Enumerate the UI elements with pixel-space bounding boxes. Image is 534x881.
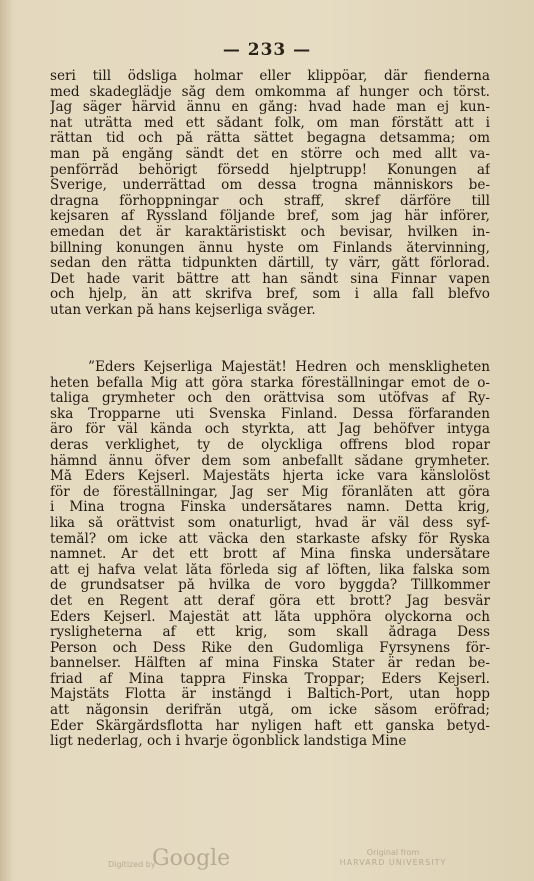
original-from-label: Original from [366, 848, 420, 857]
text-line: för de föreställningar, Jag ser Mig föranlåten att göra [50, 484, 490, 500]
text-line: de grundsatser på hvilka de voro byggda? Tillkommer [50, 578, 490, 594]
text-line: taliga grymheter och den orättvisa som utöfvas af Ry- [50, 391, 490, 407]
text-line: penförråd behörigt försedd hjelptrupp! Konungen af [50, 162, 490, 178]
paragraph-2-letter [50, 360, 490, 750]
text-line: sedan den rätta tidpunkten därtill, ty värr, gått förlorad. [50, 256, 490, 272]
text-line: Majstäts Flotta är instängd i Baltich-Port, utan hopp [50, 687, 490, 703]
paragraph-1 [50, 69, 490, 319]
text-line: ”Eders Kejserliga Majestät! Hedren och menskligheten [88, 360, 490, 375]
text-line: lika så orättvist som onaturligt, hvad är väl dess syf- [50, 515, 490, 531]
text-line: Eder Skärgårdsflotta har nyligen haft ett ganska betyd- [50, 718, 490, 734]
source-attribution [338, 848, 448, 868]
text-line: heten befalla Mig att göra starka föreställningar emot de o- [50, 375, 490, 391]
text-line: utan verkan på hans kejserliga svåger. [50, 302, 316, 318]
text-line: ska Tropparne uti Svenska Finland. Dessa förfaranden [50, 406, 490, 422]
text-line: bannelser. Hälften af mina Finska Stater är redan be- [50, 656, 490, 672]
text-line: Må Eders Kejserl. Majestäts hjerta icke vara känslolöst [50, 469, 490, 485]
text-line: nat uträtta med ett sådant folk, om man förstått att i [50, 115, 490, 131]
text-line: och hjelp, än att skrifva bref, som i alla fall blefvo [50, 287, 490, 303]
page-number: — 233 — [222, 40, 312, 60]
text-line: Det hade varit bättre att han sändt sina Finnar vapen [50, 271, 490, 287]
text-line: rysligheterna af ett krig, som skall ådraga Dess [50, 625, 490, 641]
google-logo: Google [152, 846, 231, 871]
text-line: friad af Mina tappra Finska Troppar; Eders Kejserl. [50, 671, 490, 687]
text-line: deras verklighet, ty de olyckliga offrens blod ropar [50, 437, 490, 453]
text-line: Person och Dess Rike den Gudomliga Fyrsynens för- [50, 640, 490, 656]
text-line: emedan det är karaktäristiskt och bevisar, hvilken in- [50, 224, 490, 240]
text-line: Sverige, underrättad om dessa trogna människors be- [50, 178, 490, 194]
text-line: hämnd ännu öfver dem som anbefallt sådane grymheter. [50, 453, 490, 469]
text-line: temål? om icke att väcka den starkaste afsky för Ryska [50, 531, 490, 547]
text-line: dragna förhoppningar och straff, skref därföre till [50, 193, 490, 209]
text-line: att ej hafva velat låta förleda sig af löften, lika falska som [50, 562, 490, 578]
text-line: äro för väl kända och styrkta, att Jag behöfver intyga [50, 422, 490, 438]
text-line: billning konungen ännu hyste om Finlands återvinning, [50, 240, 490, 256]
text-line: rättan tid och på rätta sättet begagna detsamma; om [50, 131, 490, 147]
text-line: Eders Kejserl. Majestät att låta upphöra olyckorna och [50, 609, 490, 625]
text-line: i Mina trogna Finska undersåtares namn. Detta krig, [50, 500, 490, 516]
text-line: med skadeglädje såg dem omkomma af hunger och törst. [50, 84, 490, 100]
text-line: kejsaren af Ryssland följande bref, som jag här införer, [50, 209, 490, 225]
text-line: seri till ödsliga holmar eller klippöar, där fienderna [50, 69, 490, 84]
text-line: det en Regent att deraf göra ett brott? Jag besvär [50, 593, 490, 609]
text-line: Jag säger härvid ännu en gång: hvad hade man ej kun- [50, 100, 490, 116]
university-label: HARVARD UNIVERSITY [339, 858, 447, 867]
text-line: att någonsin derifrån utgå, om icke såsom eröfrad; [50, 703, 490, 719]
text-line: man på engång sändt det en större och med allt va- [50, 146, 490, 162]
text-line: ligt nederlag, och i hvarje ögonblick landstiga Mine [50, 734, 407, 750]
text-line: namnet. Är det ett brott af Mina finska undersåtare [50, 547, 490, 563]
digitized-by-label: Digitized by [108, 860, 156, 869]
